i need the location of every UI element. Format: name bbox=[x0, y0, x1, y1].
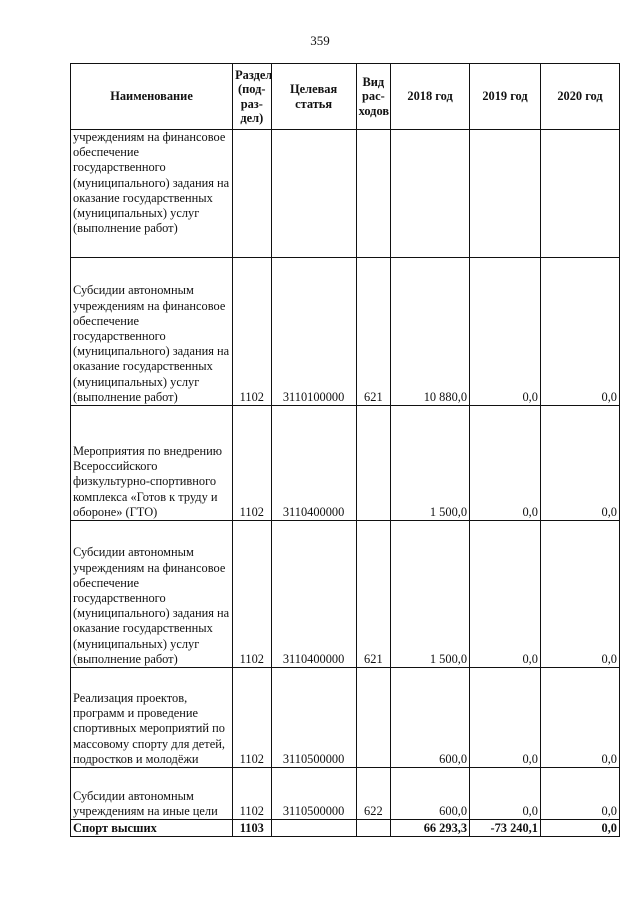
cell-2018: 1 500,0 bbox=[391, 406, 470, 521]
cell-2019: 0,0 bbox=[470, 521, 541, 668]
cell-razdel: 1103 bbox=[233, 820, 271, 837]
cell-name: Субсидии автономным учреждениям на финансовое обеспечение государственного (муниципального) задания на оказание государственных (муниципальных) услуг (выполнение работ) bbox=[71, 521, 233, 668]
cell-2020: 0,0 bbox=[540, 820, 619, 837]
cell-2018: 1 500,0 bbox=[391, 521, 470, 668]
cell-2020 bbox=[540, 130, 619, 258]
table-row bbox=[71, 768, 620, 820]
cell-celevaya: 3110400000 bbox=[271, 521, 356, 668]
cell-2020: 0,0 bbox=[540, 521, 619, 668]
cell-2020: 0,0 bbox=[540, 768, 619, 820]
cell-vid bbox=[356, 406, 390, 521]
table-row bbox=[71, 406, 620, 521]
cell-vid: 621 bbox=[356, 521, 390, 668]
header-2019: 2019 год bbox=[470, 64, 541, 130]
cell-2018: 10 880,0 bbox=[391, 258, 470, 406]
cell-celevaya: 3110400000 bbox=[271, 406, 356, 521]
page-number: 359 bbox=[310, 33, 330, 48]
header-name: Наименование bbox=[71, 64, 233, 130]
cell-2018: 66 293,3 bbox=[391, 820, 470, 837]
cell-2018: 600,0 bbox=[391, 668, 470, 768]
cell-vid bbox=[356, 668, 390, 768]
cell-2019: 0,0 bbox=[470, 406, 541, 521]
cell-razdel: 1102 bbox=[233, 521, 271, 668]
header-razdel: Раздел (под-раз-дел) bbox=[233, 64, 271, 130]
cell-vid bbox=[356, 820, 390, 837]
header-2020: 2020 год bbox=[540, 64, 619, 130]
cell-2020: 0,0 bbox=[540, 258, 619, 406]
cell-celevaya: 3110500000 bbox=[271, 768, 356, 820]
cell-name: Субсидии автономным учреждениям на финансовое обеспечение государственного (муниципального) задания на оказание государственных (муниципальных) услуг (выполнение работ) bbox=[71, 258, 233, 406]
cell-celevaya bbox=[271, 130, 356, 258]
cell-2019: 0,0 bbox=[470, 768, 541, 820]
cell-name: Субсидии автономным учреждениям на иные цели bbox=[71, 768, 233, 820]
table-row bbox=[71, 668, 620, 768]
cell-2018 bbox=[391, 130, 470, 258]
cell-name: учреждениям на финансовое обеспечение государственного (муниципального) задания на оказание государственных (муниципальных) услуг (выполнение работ) bbox=[71, 130, 233, 258]
table-row bbox=[71, 130, 620, 258]
cell-2018: 600,0 bbox=[391, 768, 470, 820]
header-celevaya: Целевая статья bbox=[271, 64, 356, 130]
cell-razdel: 1102 bbox=[233, 258, 271, 406]
cell-2020: 0,0 bbox=[540, 406, 619, 521]
cell-vid: 622 bbox=[356, 768, 390, 820]
cell-name: Спорт высших bbox=[71, 820, 233, 837]
cell-razdel bbox=[233, 130, 271, 258]
cell-celevaya: 3110100000 bbox=[271, 258, 356, 406]
budget-table bbox=[70, 63, 620, 837]
cell-celevaya bbox=[271, 820, 356, 837]
cell-razdel: 1102 bbox=[233, 668, 271, 768]
table-row bbox=[71, 521, 620, 668]
cell-name: Мероприятия по внедрению Всероссийского физкультурно-спортивного комплекса «Готов к труду и обороне» (ГТО) bbox=[71, 406, 233, 521]
cell-name: Реализация проектов, программ и проведение спортивных мероприятий по массовому спорту для детей, подростков и молодёжи bbox=[71, 668, 233, 768]
cell-razdel: 1102 bbox=[233, 768, 271, 820]
cell-2019 bbox=[470, 130, 541, 258]
cell-2019: -73 240,1 bbox=[470, 820, 541, 837]
cell-2019: 0,0 bbox=[470, 668, 541, 768]
header-row bbox=[71, 64, 620, 130]
cell-2020: 0,0 bbox=[540, 668, 619, 768]
table-row-total bbox=[71, 820, 620, 837]
cell-2019: 0,0 bbox=[470, 258, 541, 406]
cell-vid bbox=[356, 130, 390, 258]
table-row bbox=[71, 258, 620, 406]
cell-razdel: 1102 bbox=[233, 406, 271, 521]
cell-vid: 621 bbox=[356, 258, 390, 406]
header-vid: Вид рас-ходов bbox=[356, 64, 390, 130]
cell-celevaya: 3110500000 bbox=[271, 668, 356, 768]
header-2018: 2018 год bbox=[391, 64, 470, 130]
